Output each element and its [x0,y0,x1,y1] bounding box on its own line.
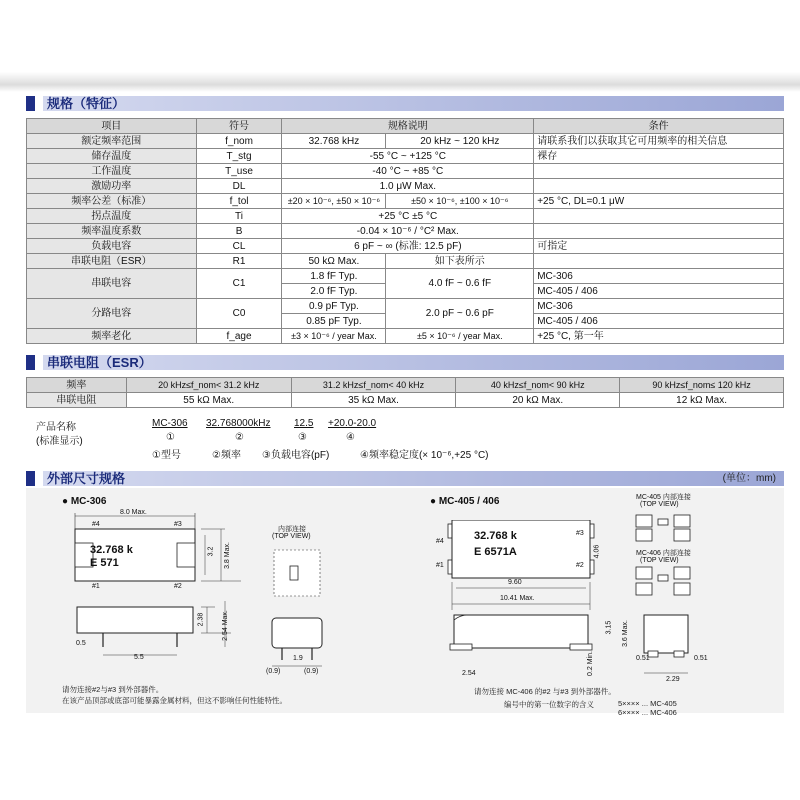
esr-range: 90 kHz≤f_nom≤ 120 kHz [620,378,784,393]
row-cond: 可指定 [534,239,784,254]
row-spec-a: ±20 × 10⁻⁶, ±50 × 10⁻⁶ [282,194,386,209]
spec-section-title: 规格（特征） [43,96,784,111]
dims-section-header [26,470,784,487]
naming-part-tol: +20.0-20.0 [328,418,377,429]
mc405-h: 4.06 [593,544,601,559]
mc405-conn-title: MC-405 内部连接 [636,494,691,501]
section-marker [26,355,35,370]
naming-part-cl: 12.5 [294,418,314,429]
row-item: 分路电容 [27,299,197,329]
row-spec-a1: 0.9 pF Typ. [282,299,386,314]
naming-legend: ④频率稳定度(× 10⁻⁶,+25 °C) [360,450,489,461]
row-spec-b: 如下表所示 [386,254,534,269]
naming-label: 产品名称 [36,422,76,433]
mc406-topview: (TOP VIEW) [640,557,679,564]
mc306-side-h2: 2.54 Max. [221,610,229,641]
row-cond [534,164,784,179]
mc306-pin2: #2 [174,583,182,590]
mc405-w2: 10.41 Max. [500,595,535,602]
row-spec-b: ±5 × 10⁻⁶ / year Max. [386,329,534,344]
section-marker [26,96,35,111]
row-item: 激励功率 [27,179,197,194]
spec-row [27,149,784,164]
mc306-width: 8.0 Max. [120,509,147,516]
mc405-code2: 6×××× ... MC-406 [618,708,677,717]
mc405-code1: 5×××× ... MC-405 [618,699,677,708]
row-cond: MC-306 [534,299,784,314]
mc306-h2: 3.8 Max. [223,542,231,569]
esr-row-label: 串联电阻 [27,393,127,408]
row-symbol: T_stg [196,149,282,164]
mc406-conn-title: MC-406 内部连接 [636,550,691,557]
spec-row [27,254,784,269]
mc306-conn-title: 内部连接 [278,526,306,533]
row-cond: +25 °C, 第一年 [534,329,784,344]
naming-part-model: MC-306 [152,418,188,429]
mc405-topview: (TOP VIEW) [640,501,679,508]
spec-row-c0 [27,299,784,314]
row-symbol: B [196,224,282,239]
row-spec-b: ±50 × 10⁻⁶, ±100 × 10⁻⁶ [386,194,534,209]
mc306-end-body [272,618,322,648]
row-spec-a2: 0.85 pF Typ. [282,314,386,329]
mc405-note2: 编号中的第一位数字的含义 [504,700,594,709]
row-symbol: T_use [196,164,282,179]
row-cond: MC-306 [534,269,784,284]
spec-row [27,164,784,179]
row-item: 频率老化 [27,329,197,344]
mc405-body [452,520,590,578]
dims-section-title: 外部尺寸规格 [47,471,126,486]
spec-row [27,134,784,149]
spec-row [27,179,784,194]
header-cond: 条件 [534,119,784,134]
crystal-symbol [290,566,298,580]
naming-num: ② [235,432,244,443]
row-spec-a: ±3 × 10⁻⁶ / year Max. [282,329,386,344]
row-symbol: f_tol [196,194,282,209]
row-spec: -40 °C ~ +85 °C [282,164,534,179]
mc306-side-body [77,607,193,633]
naming-legend: ②频率 [212,450,241,461]
esr-table [26,377,784,408]
mc405-conn-svg [630,505,710,705]
esr-value: 20 kΩ Max. [456,393,620,408]
mc405-lead [570,644,592,650]
bullet-icon: ● [62,496,69,507]
mc306-lead-w: 0.5 [76,640,86,647]
header-item: 项目 [27,119,197,134]
row-spec-b: 4.0 fF ~ 0.6 fF [386,269,534,299]
row-spec: 1.0 μW Max. [282,179,534,194]
row-item: 负载电容 [27,239,197,254]
mc405-title-wrap [430,496,499,507]
mc405-lead: 2.54 [462,670,476,677]
esr-range: 20 kHz≤f_nom< 31.2 kHz [126,378,291,393]
row-cond [534,179,784,194]
mc405-pad2: 0.51 [694,655,708,662]
mc306-marking1: 32.768 k [90,544,133,556]
esr-value: 55 kΩ Max. [126,393,291,408]
section-marker [26,471,35,486]
esr-range: 40 kHz≤f_nom< 90 kHz [456,378,620,393]
naming-legend: ③负载电容(pF) [262,450,330,461]
spec-header-row [27,119,784,134]
mc405-end-body [644,615,688,653]
mc405-pad-w: 2.29 [666,676,680,683]
spec-row [27,224,784,239]
row-spec-a2: 2.0 fF Typ. [282,284,386,299]
row-cond: MC-405 / 406 [534,314,784,329]
row-cond [534,254,784,269]
row-cond: +25 °C, DL=0.1 μW [534,194,784,209]
mc405-title: MC-405 / 406 [438,496,500,507]
mc306-end-a: (0.9) [266,668,281,675]
row-item: 储存温度 [27,149,197,164]
mc306-notch [177,543,195,567]
row-symbol: C0 [196,299,282,329]
esr-freq-row [27,378,784,393]
esr-section-title: 串联电阻（ESR） [43,355,784,370]
row-item: 额定频率范围 [27,134,197,149]
row-item: 串联电阻（ESR） [27,254,197,269]
bullet-icon: ● [430,496,437,507]
mc306-svg [55,505,255,685]
row-cond [534,209,784,224]
mc306-pin1: #1 [92,583,100,590]
row-symbol: C1 [196,269,282,299]
mc306-conn-sub: (TOP VIEW) [272,533,311,540]
mc306-end-w: 1.9 [293,655,303,662]
spec-row [27,194,784,209]
row-symbol: f_nom [196,134,282,149]
mc405-marking1: 32.768 k [474,530,517,542]
row-cond: MC-405 / 406 [534,284,784,299]
row-spec: +25 °C ±5 °C [282,209,534,224]
naming-num: ④ [346,432,355,443]
mc306-pin4: #4 [92,521,100,528]
mc306-h1: 3.2 [207,546,215,557]
row-spec-a1: 1.8 fF Typ. [282,269,386,284]
spec-row [27,209,784,224]
row-item: 串联电容 [27,269,197,299]
mc405-note1: 请勿连接 MC-406 的#2 与#3 到外部器件。 [474,687,616,696]
mc405-lead [450,644,472,650]
row-cond: 裸存 [534,149,784,164]
row-cond: 请联系我们以获取其它可用频率的相关信息 [534,134,784,149]
mc405-pin3: #3 [576,530,584,537]
mc306-title: MC-306 [70,496,107,507]
mc405-side-body [454,615,588,648]
dims-unit: (单位：mm) [722,473,776,484]
spec-row-c1 [27,269,784,284]
mc306-end-b: (0.9) [304,668,319,675]
mc306-marking2: E 571 [90,557,119,569]
esr-value: 35 kΩ Max. [291,393,456,408]
mc405-pin4: #4 [436,538,444,545]
row-item: 拐点温度 [27,209,197,224]
mc306-side-h1: 2.38 [197,612,205,627]
header-symbol: 符号 [196,119,282,134]
mc405-pad1: 0.51 [636,655,650,662]
crystal-symbol [658,575,668,581]
spec-row [27,239,784,254]
mc405-marking2: E 6571A [474,546,517,558]
esr-row-label: 频率 [27,378,127,393]
row-spec: -0.04 × 10⁻⁶ / °C² Max. [282,224,534,239]
mc306-pitch: 5.5 [134,654,144,661]
mc405-pin1: #1 [436,562,444,569]
header-spec: 规格说明 [282,119,534,134]
esr-value: 12 kΩ Max. [620,393,784,408]
header-shade [0,0,800,92]
mc405-standoff: 0.2 Min. [586,651,594,676]
mc405-side-h2: 3.6 Max. [621,620,629,647]
row-spec: -55 °C ~ +125 °C [282,149,534,164]
naming-num: ① [166,432,175,443]
mc405-w1: 9.60 [508,579,522,586]
mc306-note1: 请勿连接#2与#3 到外部器件。 [62,685,164,694]
spec-row-aging [27,329,784,344]
naming-num: ③ [298,432,307,443]
row-symbol: CL [196,239,282,254]
row-symbol: Ti [196,209,282,224]
row-symbol: DL [196,179,282,194]
row-spec-b: 20 kHz ~ 120 kHz [386,134,534,149]
row-item: 频率公差（标准） [27,194,197,209]
row-spec-a: 32.768 kHz [282,134,386,149]
row-spec-a: 50 kΩ Max. [282,254,386,269]
esr-value-row [27,393,784,408]
row-item: 频率温度系数 [27,224,197,239]
naming-legend: ①型号 [152,450,181,461]
mc306-note2: 在该产品顶部或底部可能暴露金属材料，但这不影响任何性能特性。 [62,696,287,705]
naming-label-std: (标准显示) [36,436,83,447]
row-symbol: R1 [196,254,282,269]
row-item: 工作温度 [27,164,197,179]
esr-range: 31.2 kHz≤f_nom< 40 kHz [291,378,456,393]
naming-part-freq: 32.768000kHz [206,418,271,429]
row-spec: 6 pF ~ ∞ (标准: 12.5 pF) [282,239,534,254]
spec-table [26,118,784,344]
mc405-side-h1: 3.15 [605,620,613,635]
mc405-pin2: #2 [576,562,584,569]
row-symbol: f_age [196,329,282,344]
dims-section-title-bar [43,471,784,486]
spec-section-header [26,95,784,112]
row-cond [534,224,784,239]
mc306-pin3: #3 [174,521,182,528]
crystal-symbol [658,519,668,525]
row-spec-b: 2.0 pF ~ 0.6 pF [386,299,534,329]
esr-section-header [26,354,784,371]
